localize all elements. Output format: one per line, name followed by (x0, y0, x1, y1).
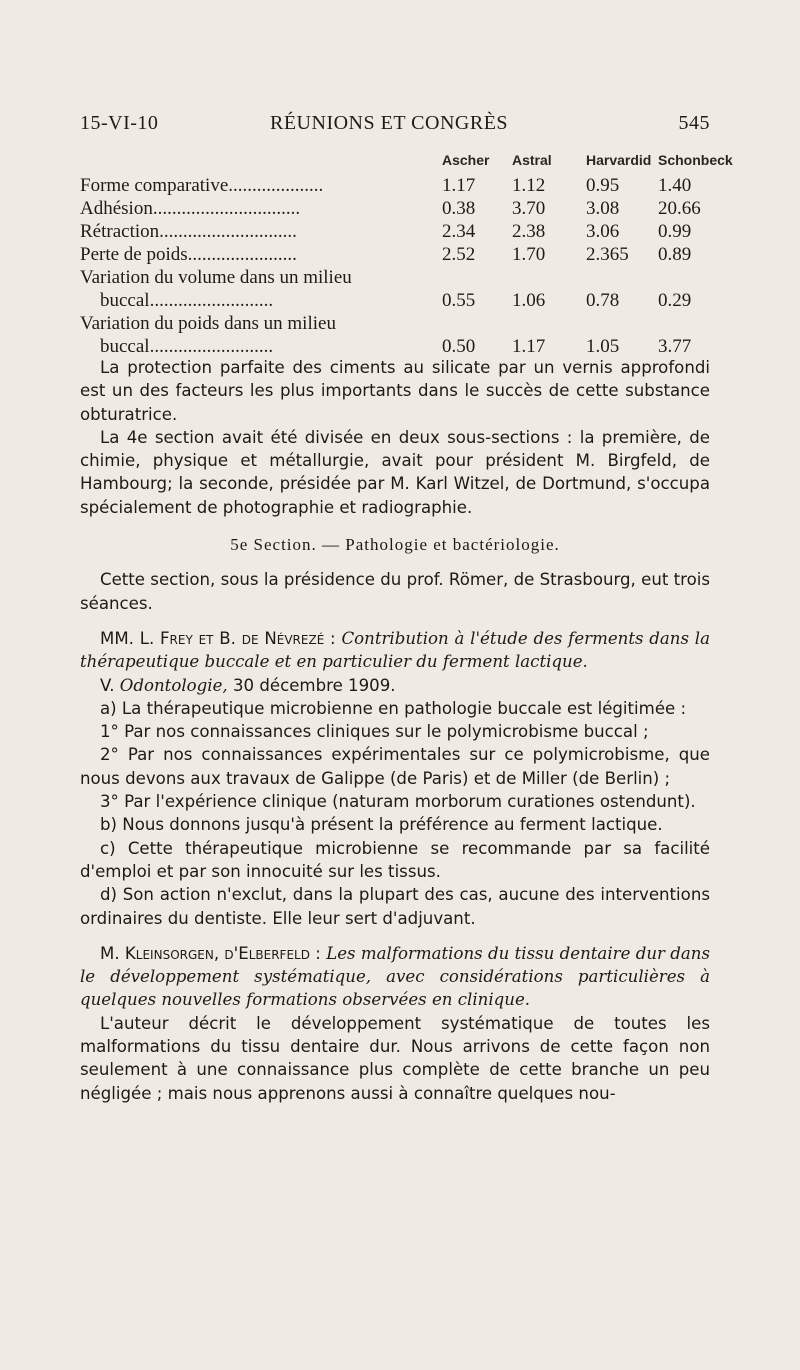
table-cell: 1.06 (512, 290, 546, 311)
table-cell: 2.38 (512, 221, 546, 242)
paragraph: a) La thérapeutique microbienne en pathologie buccale est légitimée : (100, 698, 687, 718)
row-label: Forme comparative.................... (80, 175, 324, 196)
table-cell: 0.50 (442, 336, 476, 357)
section-heading: 5e Section. — Pathologie et bactériologie. (230, 535, 560, 555)
paragraph: Cette section, sous la présidence du prof. Römer, de Strasbourg, eut trois séances. (80, 570, 710, 613)
column-header: Schonbeck (658, 152, 733, 168)
table-cell: 0.55 (442, 290, 476, 311)
table-cell: 0.89 (658, 244, 692, 265)
table-row (80, 312, 710, 335)
table-cell: 3.70 (512, 198, 546, 219)
journal-name: Odontologie, (119, 675, 228, 695)
table-cell: 3.06 (586, 221, 620, 242)
table-cell: 0.38 (442, 198, 476, 219)
table-row (80, 266, 710, 289)
paragraph: La protection parfaite des ciments au silicate par un vernis approfondi est un des facteurs les plus importants dans le succès de cette substance obturatrice. (80, 358, 710, 424)
running-header (80, 112, 710, 142)
table-cell: 20.66 (658, 198, 701, 219)
row-label: Variation du poids dans un milieu (80, 313, 336, 334)
table-cell: 1.12 (512, 175, 546, 196)
paragraph: c) Cette thérapeutique microbienne se recommande par sa facilité d'emploi et par son innocuité sur les tissus. (80, 838, 710, 881)
table-cell: 1.05 (586, 336, 620, 357)
table-header (80, 148, 733, 174)
paragraph: 1° Par nos connaissances cliniques sur le polymicrobisme buccal ; (100, 722, 649, 742)
row-label: Variation du volume dans un milieu (80, 267, 352, 288)
row-label: Perte de poids....................... (80, 244, 297, 265)
row-label: buccal.......................... (100, 336, 274, 357)
column-header: Ascher (442, 152, 490, 168)
table-row (80, 289, 710, 312)
table-cell: 2.52 (442, 244, 476, 265)
page-body (80, 356, 710, 1105)
table-cell: 0.78 (586, 290, 620, 311)
table-cell: 0.29 (658, 290, 692, 311)
reference-date: 30 décembre 1909. (232, 675, 396, 695)
paragraph: 2° Par nos connaissances expérimentales sur ce polymicrobisme, que nous devons aux travaux de Galippe (de Paris) et de Miller (de Berlin) ; (80, 745, 710, 788)
table-cell: 1.17 (512, 336, 546, 357)
communication-entry (80, 942, 710, 1012)
table-row (80, 335, 710, 358)
table-cell: 3.08 (586, 198, 620, 219)
paragraph: b) Nous donnons jusqu'à présent la préférence au ferment lactique. (100, 815, 663, 835)
table-cell: 2.34 (442, 221, 476, 242)
table-body (80, 174, 710, 358)
table-cell: 3.77 (658, 336, 692, 357)
results-table (80, 148, 733, 358)
row-label: Rétraction............................. (80, 221, 297, 242)
table-row (80, 197, 710, 220)
table-cell: 1.70 (512, 244, 546, 265)
table-cell: 1.40 (658, 175, 692, 196)
table-cell: 2.365 (586, 244, 629, 265)
paragraph: La 4e section avait été divisée en deux sous-sections : la première, de chimie, physique et métallurgie, avait pour président M. Birgfeld, de Hambourg; la seconde, présidée par M. Karl Witzel, de Dortmund, s'occupa spécialement de photographie et radiographie. (80, 427, 710, 517)
paragraph: d) Son action n'exclut, dans la plupart des cas, aucune des interventions ordinaires du dentiste. Elle leur sert d'adjuvant. (80, 885, 710, 928)
paragraph: 3° Par l'expérience clinique (naturam morborum curationes ostendunt). (100, 792, 696, 812)
author: M. Kleinsorgen, d'Elberfeld : (100, 943, 321, 963)
table-cell: 0.95 (586, 175, 620, 196)
authors: MM. L. Frey et B. de Névrezé : (100, 628, 336, 648)
row-label: Adhésion............................... (80, 198, 301, 219)
table-row (80, 174, 710, 197)
reference (80, 674, 710, 697)
column-header: Astral (512, 152, 552, 168)
column-header: Harvardid (586, 152, 652, 168)
row-label: buccal.......................... (100, 290, 274, 311)
table-cell: 0.99 (658, 221, 692, 242)
header-date: 15-VI-10 (80, 112, 159, 134)
table-cell: 1.17 (442, 175, 476, 196)
paragraph: L'auteur décrit le développement systématique de toutes les malformations du tissu dentaire dur. Nous arrivons de cette façon non seulement à une connaissance plus complète de cette branche un peu négligée ; mais nous apprenons aussi à connaître quelques nou- (80, 1013, 710, 1103)
table-row (80, 220, 710, 243)
communication-title: Contribution à l'étude des ferments dans la thérapeutique buccale et en particulier du ferment lactique. (80, 628, 711, 672)
reference-prefix: V. (100, 675, 115, 695)
table-row (80, 243, 710, 266)
communication-title: Les malformations du tissu dentaire dur dans le développement systématique, avec considérations particulières à quelques nouvelles formations observées en clinique. (80, 943, 710, 1010)
page-number: 545 (678, 112, 710, 134)
header-title: RÉUNIONS ET CONGRÈS (270, 112, 509, 134)
communication-entry (80, 627, 710, 674)
